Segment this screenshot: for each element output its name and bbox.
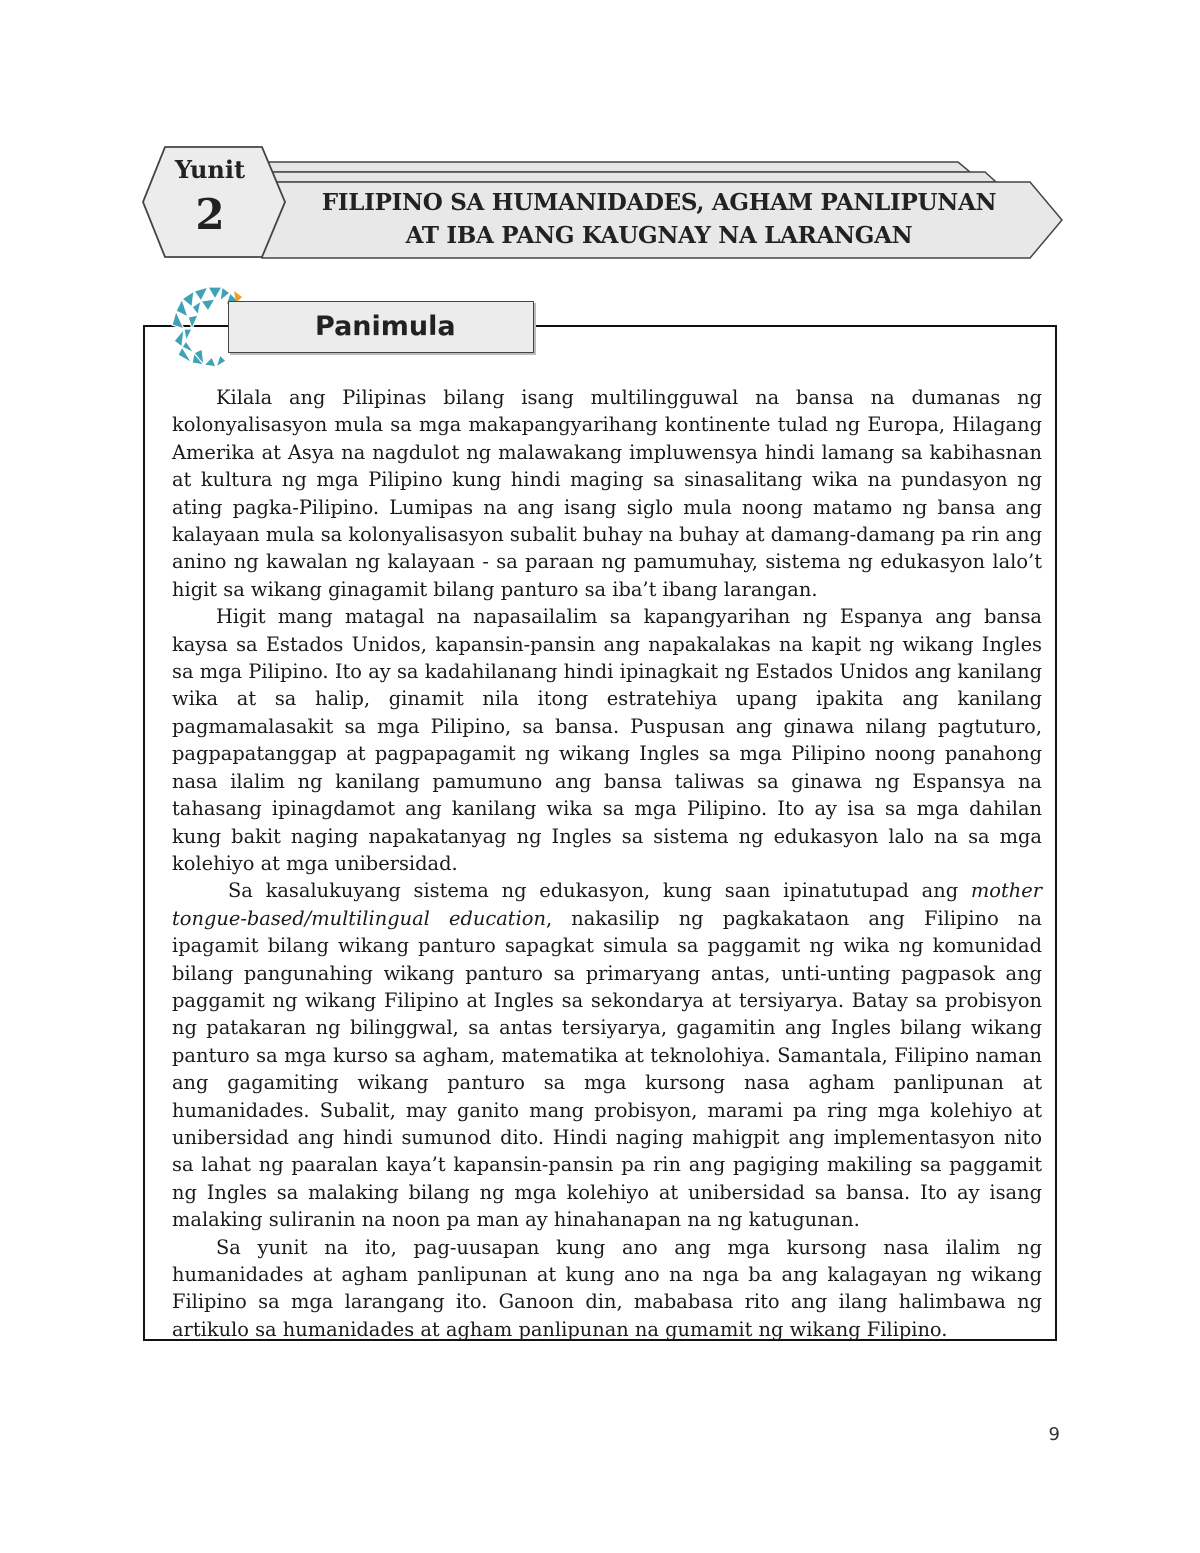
paragraph-1: Kilala ang Pilipinas bilang isang multilingguwal na bansa na dumanas ng kolonyalisasyon mula sa mga makapangyarihang kontinente tulad ng Europa, Hilagang Amerika at Asya na nagdulot ng malawakang impluwensya hindi lamang sa kabihasnan at kultura ng mga Pilipino kung hindi maging sa sinasalitang wika na pundasyon ng ating pagka-Pilipino. Lumipas na ang isang siglo mula noong matamo ng bansa ang kalayaan mula sa kolonyalisasyon subalit buhay na buhay at damang-damang pa rin ang anino ng kawalan ng kalayaan - sa paraan ng pamumuhay, sistema ng edukasyon lalo’t higit sa wikang ginagamit bilang panturo sa iba’t ibang larangan. <box>172 386 1042 601</box>
paragraph-3-part2: , nakasilip ng pagkakataon ang Filipino na ipagamit bilang wikang panturo sapagkat simula sa paggamit ng wika ng komunidad bilang pangunahing wikang panturo sa primaryang antas, unti-unting pagpasok ang paggamit ng wikang Filipino at Ingles sa sekondarya at tersiyarya. Batay sa probisyon ng patakaran ng bilinggwal, sa antas tersiyarya, gagamitin ang Ingles bilang wikang panturo sa mga kurso sa agham, matematika at teknolohiya. Samantala, Filipino naman ang gagamiting wikang panturo sa mga kursong nasa agham panlipunan at humanidades. Subalit, may ganito mang probisyon, marami pa ring mga kolehiyo at unibersidad ang hindi sumunod dito. Hindi naging mahigpit ang implementasyon nito sa lahat ng paaralan kaya’t kapansin-pansin pa rin ang pagiging makiling sa paggamit ng Ingles sa malaking bilang ng mga kolehiyo at unibersidad sa bansa. Ito ay isang malaking suliranin na noon pa man ay hinahanapan na ng katugunan. <box>172 906 1042 1232</box>
paragraph-3-italic: mother tongue-based/multilingual education <box>172 879 1042 930</box>
body-text <box>172 384 1042 1343</box>
section-title-panimula: Panimula <box>228 301 534 353</box>
unit-title-line2: AT IBA PANG KAUGNAY NA LARANGAN <box>405 222 913 249</box>
unit-title-line1: FILIPINO SA HUMANIDADES, AGHAM PANLIPUNAN <box>321 189 997 216</box>
paragraph-3-part1: Sa kasalukuyang sistema ng edukasyon, kung saan ipinatutupad ang <box>228 879 971 903</box>
unit-label: Yunit <box>174 155 246 184</box>
page-number: 9 <box>1048 1424 1060 1445</box>
unit-number: 2 <box>195 190 225 239</box>
paragraph-4: Sa yunit na ito, pag-uusapan kung ano ang mga kursong nasa ilalim ng humanidades at agham panlipunan at kung ano na nga ba ang kalagayan ng wikang Filipino sa mga larangang ito. Ganoon din, mababasa rito ang ilang halimbawa ng artikulo sa humanidades at agham panlipunan na gumamit ng wikang Filipino. <box>172 1235 1042 1341</box>
unit-header-graphic <box>0 0 1200 300</box>
paragraph-2: Higit mang matagal na napasailalim sa kapangyarihan ng Espanya ang bansa kaysa sa Estados Unidos, kapansin-pansin ang napakalakas na kapit ng wikang Ingles sa mga Pilipino. Ito ay sa kadahilanang hindi ipinagkait ng Estados Unidos ang kanilang wika at sa halip, ginamit nila itong estratehiya upang ipakita ang kanilang pagmamalasakit sa mga Pilipino, sa bansa. Puspusan ang ginawa nilang pagtuturo, pagpapatanggap at pagpapagamit ng wikang Ingles sa mga Pilipino noong panahong nasa ilalim ng kanilang pamumuno ang bansa taliwas sa ginawa ng Espansya na tahasang ipinagdamot ang kanilang wika sa mga Pilipino. Ito ay isa sa mga dahilan kung bakit naging napakatanyag ng Ingles sa sistema ng edukasyon lalo na sa mga kolehiyo at mga unibersidad. <box>172 605 1042 875</box>
unit-title <box>292 186 1026 252</box>
paragraph-3 <box>172 877 1042 1233</box>
